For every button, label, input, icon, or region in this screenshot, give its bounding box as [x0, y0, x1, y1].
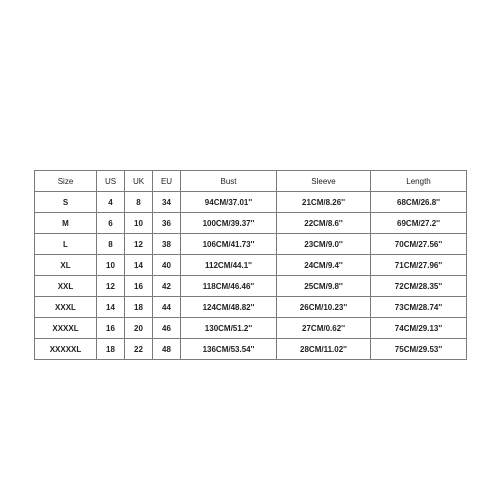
cell-length: 69CM/27.2'' — [371, 213, 467, 234]
cell-bust: 130CM/51.2'' — [181, 318, 277, 339]
cell-size: XXXXXL — [35, 339, 97, 360]
cell-bust: 136CM/53.54'' — [181, 339, 277, 360]
cell-sleeve: 23CM/9.0'' — [277, 234, 371, 255]
cell-eu: 38 — [153, 234, 181, 255]
table-row — [35, 297, 467, 318]
cell-uk: 18 — [125, 297, 153, 318]
table-row — [35, 255, 467, 276]
cell-us: 6 — [97, 213, 125, 234]
cell-length: 72CM/28.35'' — [371, 276, 467, 297]
cell-us: 12 — [97, 276, 125, 297]
cell-size: L — [35, 234, 97, 255]
cell-sleeve: 22CM/8.6'' — [277, 213, 371, 234]
header-uk: UK — [125, 171, 153, 192]
size-chart-table — [34, 170, 467, 360]
cell-us: 10 — [97, 255, 125, 276]
cell-us: 18 — [97, 339, 125, 360]
cell-length: 71CM/27.96'' — [371, 255, 467, 276]
header-length: Length — [371, 171, 467, 192]
cell-size: XXL — [35, 276, 97, 297]
cell-sleeve: 27CM/0.62'' — [277, 318, 371, 339]
table-row — [35, 276, 467, 297]
cell-size: XXXXL — [35, 318, 97, 339]
header-sleeve: Sleeve — [277, 171, 371, 192]
table-header-row — [35, 171, 467, 192]
cell-eu: 40 — [153, 255, 181, 276]
cell-length: 70CM/27.56'' — [371, 234, 467, 255]
cell-bust: 112CM/44.1'' — [181, 255, 277, 276]
cell-size: S — [35, 192, 97, 213]
cell-sleeve: 21CM/8.26'' — [277, 192, 371, 213]
cell-bust: 124CM/48.82'' — [181, 297, 277, 318]
cell-bust: 106CM/41.73'' — [181, 234, 277, 255]
table-row — [35, 213, 467, 234]
cell-eu: 44 — [153, 297, 181, 318]
cell-length: 73CM/28.74'' — [371, 297, 467, 318]
cell-bust: 118CM/46.46'' — [181, 276, 277, 297]
cell-eu: 36 — [153, 213, 181, 234]
cell-us: 16 — [97, 318, 125, 339]
cell-length: 68CM/26.8'' — [371, 192, 467, 213]
cell-eu: 42 — [153, 276, 181, 297]
table-row — [35, 318, 467, 339]
cell-size: XL — [35, 255, 97, 276]
cell-uk: 10 — [125, 213, 153, 234]
cell-uk: 12 — [125, 234, 153, 255]
table-row — [35, 339, 467, 360]
table-row — [35, 192, 467, 213]
cell-us: 4 — [97, 192, 125, 213]
cell-us: 8 — [97, 234, 125, 255]
cell-eu: 34 — [153, 192, 181, 213]
cell-uk: 14 — [125, 255, 153, 276]
cell-sleeve: 28CM/11.02'' — [277, 339, 371, 360]
cell-bust: 94CM/37.01'' — [181, 192, 277, 213]
cell-sleeve: 26CM/10.23'' — [277, 297, 371, 318]
header-eu: EU — [153, 171, 181, 192]
cell-length: 75CM/29.53'' — [371, 339, 467, 360]
cell-uk: 20 — [125, 318, 153, 339]
cell-eu: 48 — [153, 339, 181, 360]
header-us: US — [97, 171, 125, 192]
cell-sleeve: 25CM/9.8'' — [277, 276, 371, 297]
cell-uk: 8 — [125, 192, 153, 213]
cell-size: XXXL — [35, 297, 97, 318]
cell-bust: 100CM/39.37'' — [181, 213, 277, 234]
header-bust: Bust — [181, 171, 277, 192]
cell-sleeve: 24CM/9.4'' — [277, 255, 371, 276]
cell-uk: 16 — [125, 276, 153, 297]
cell-uk: 22 — [125, 339, 153, 360]
cell-eu: 46 — [153, 318, 181, 339]
table-row — [35, 234, 467, 255]
header-size: Size — [35, 171, 97, 192]
cell-us: 14 — [97, 297, 125, 318]
cell-size: M — [35, 213, 97, 234]
cell-length: 74CM/29.13'' — [371, 318, 467, 339]
